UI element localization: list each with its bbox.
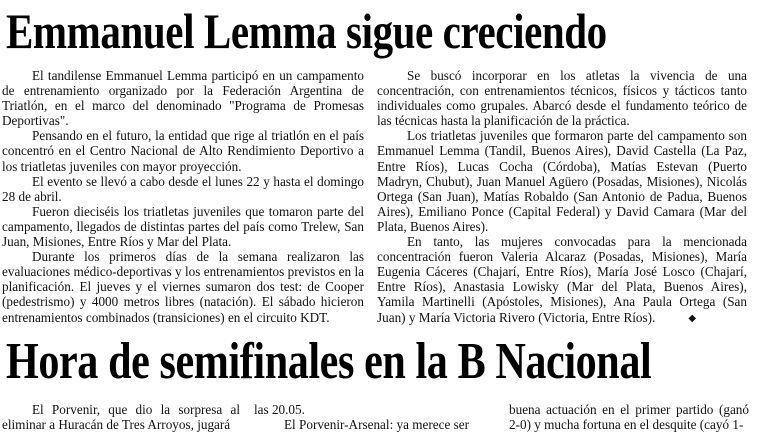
paragraph-text: En tanto, las mujeres convocadas para la mencionada concentración fueron Valeria Alcaraz (Posadas, Misiones), María Eugenia Cáceres (Chajarí, Entre Ríos), María José Losco (Chajarí, Entre Ríos), Anastasia Lowisky (Mar del Plata, Buenos Aires), Yamila Martinelli (Apóstoles, Misiones), Ana Paula Ortega (San Juan) y María Victoria Rivero (Victoria, Entre Ríos).: [377, 234, 747, 325]
paragraph: Durante los primeros días de la semana realizaron las evaluaciones médico-deportivas y los entrenamientos previstos en la planificación. El jueves y el viernes sumaron dos test: de Cooper (pedestrismo) y 4000 metros libres (natación). El sábado hicieron entrenamientos combinados (transiciones) en el circuito KDT.: [2, 249, 364, 325]
paragraph-last: [377, 234, 747, 326]
paragraph: Pensando en el futuro, la entidad que rige al triatlón en el país concentró en el Centro Nacional de Alto Rendimiento Deportivo a los triatletas juveniles con mayor proyección.: [2, 128, 364, 174]
paragraph: El Porvenir-Arsenal: ya merece ser: [284, 417, 470, 432]
paragraph: Fueron dieciséis los triatletas juveniles que tomaron parte del campamento, llegados de distintas partes del país como Trelew, San Juan, Misiones, Entre Ríos y Mar del Plata.: [2, 203, 364, 250]
end-of-article-icon: ◆: [688, 312, 697, 324]
paragraph: El Porvenir, que dio la sorpresa al eliminar a Huracán de Tres Arroyos, jugará: [2, 402, 240, 432]
paragraph: Se buscó incorporar en los atletas la vivencia de una concentración, con entrenamientos técnicos, físicos y tácticos tanto individuales como grupales. Abarcó desde el fundamento teórico de las técnicas hasta la planificación de la práctica.: [377, 68, 747, 129]
article-column-1: [2, 68, 364, 325]
paragraph: Los triatletas juveniles que formaron parte del campamento son Emmanuel Lemma (Tandil, Buenos Aires), David Castella (La Paz, Entre Ríos), Lucas Cocha (Córdoba), Matías Estevan (Puerto Madryn, Chubut), Juan Manuel Agüero (Posadas, Misiones), Nicolás Ortega (San Juan), Matías Robaldo (San Antonio de Padua, Buenos Aires), Emiliano Ponce (Capital Federal) y David Camara (Mar del Plata, Buenos Aires).: [377, 128, 747, 234]
paragraph: las 20.05.: [254, 402, 305, 417]
paragraph: El tandilense Emmanuel Lemma participó en un campamento de entrenamiento organizado por la Federación Argentina de Triatlón, en el marco del denominado "Programa de Promesas Deportivas".: [2, 68, 364, 129]
paragraph: El evento se llevó a cabo desde el lunes 22 y hasta el domingo 28 de abril.: [2, 173, 364, 204]
article-column-2: [377, 68, 747, 326]
article-headline-semifinales: Hora de semifinales en la B Nacional: [6, 333, 652, 390]
article-headline-lemma: Emmanuel Lemma sigue creciendo: [6, 3, 607, 59]
paragraph: buena actuación en el primer partido (ganó 2-0) y mucha fortuna en el desquite (cayó 1-: [509, 402, 749, 432]
